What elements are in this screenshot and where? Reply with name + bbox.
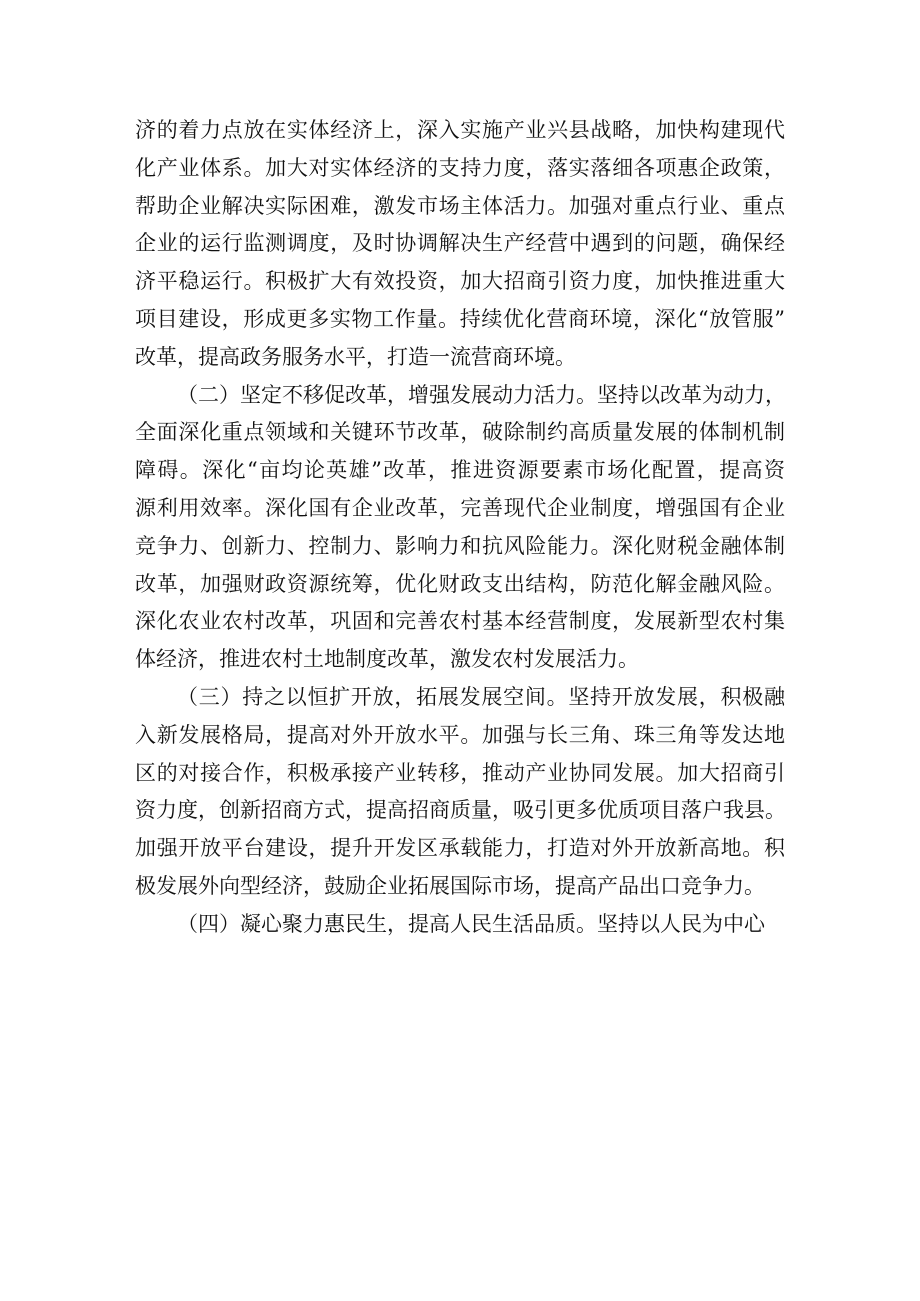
text-line: 源利用效率。深化国有企业改革，完善现代企业制度，增强国有企业 (135, 495, 785, 520)
text-line: 项目建设，形成更多实物工作量。持续优化营商环境，深化“放管服” (135, 306, 785, 331)
paragraph-economy (135, 112, 785, 377)
text-line: 加强开放平台建设，提升开发区承载能力，打造对外开放新高地。积 (135, 836, 785, 861)
paragraph-reform (135, 377, 785, 679)
text-line: 竞争力、创新力、控制力、影响力和抗风险能力。深化财税金融体制 (135, 533, 785, 558)
text-line: 全面深化重点领域和关键环节改革，破除制约高质量发展的体制机制 (135, 420, 785, 445)
text-line: 济平稳运行。积极扩大有效投资，加大招商引资力度，加快推进重大 (135, 269, 785, 294)
paragraph-livelihood (135, 906, 785, 944)
text-line: 改革，提高政务服务水平，打造一流营商环境。 (135, 344, 576, 369)
text-line: 深化农业农村改革，巩固和完善农村基本经营制度，发展新型农村集 (135, 609, 785, 634)
text-line: （三）持之以恒扩开放，拓展发展空间。坚持开放发展，积极融 (177, 684, 785, 709)
text-line: 企业的运行监测调度，及时协调解决生产经营中遇到的问题，确保经 (135, 231, 785, 256)
text-line: （二）坚定不移促改革，增强发展动力活力。坚持以改革为动力， (177, 382, 786, 407)
text-line: 区的对接合作，积极承接产业转移，推动产业协同发展。加大招商引 (135, 760, 785, 785)
text-line: 化产业体系。加大对实体经济的支持力度，落实落细各项惠企政策， (135, 155, 785, 180)
text-line: 障碍。深化“亩均论英雄”改革，推进资源要素市场化配置，提高资 (135, 458, 785, 483)
document-body (135, 112, 785, 944)
text-line: 改革，加强财政资源统筹，优化财政支出结构，防范化解金融风险。 (135, 571, 785, 596)
text-line: 极发展外向型经济，鼓励企业拓展国际市场，提高产品出口竞争力。 (135, 873, 765, 898)
text-line: 济的着力点放在实体经济上，深入实施产业兴县战略，加快构建现代 (135, 118, 785, 142)
text-line: （四）凝心聚力惠民生，提高人民生活品质。坚持以人民为中心 (177, 911, 765, 936)
text-line: 入新发展格局，提高对外开放水平。加强与长三角、珠三角等发达地 (135, 722, 785, 747)
text-line: 帮助企业解决实际困难，激发市场主体活力。加强对重点行业、重点 (135, 193, 785, 218)
text-line: 资力度，创新招商方式，提高招商质量，吸引更多优质项目落户我县。 (135, 798, 786, 823)
paragraph-opening-up (135, 679, 785, 906)
text-line: 体经济，推进农村土地制度改革，激发农村发展活力。 (135, 647, 639, 672)
